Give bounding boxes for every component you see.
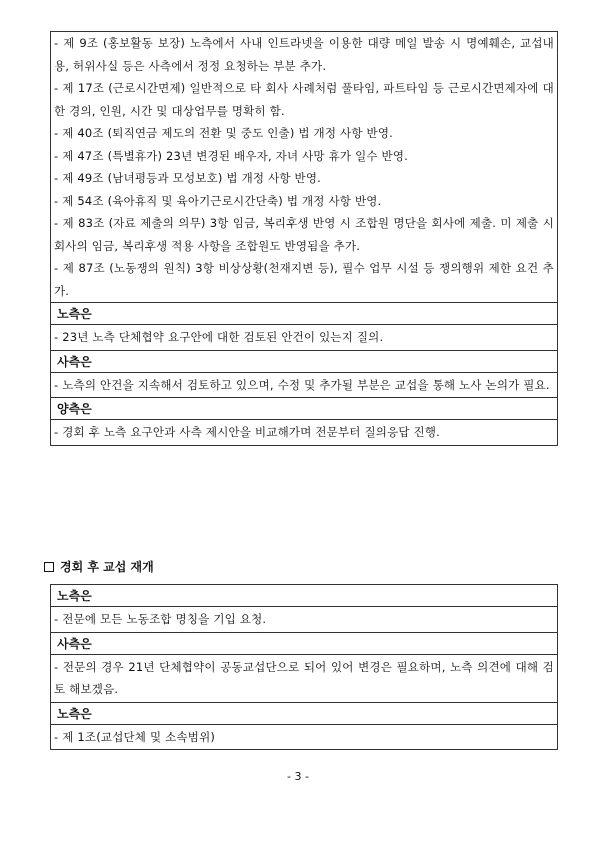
party-statement-labor: - 23년 노측 단체협약 요구안에 대한 검토된 안건이 있는지 질의. — [51, 324, 557, 350]
party-statement-both: - 경회 후 노측 요구안과 사측 제시안을 비교해가며 전문부터 질의응답 진행. — [51, 419, 557, 445]
amendment-items — [51, 32, 557, 302]
amendment-item: - 제 9조 (홍보활동 보장) 노측에서 사내 인트라넷을 이용한 대량 메일 발송 시 명예훼손, 교섭내용, 허위사실 등은 사측에서 정정 요청하는 부분 추가. — [54, 36, 554, 73]
amendment-item: - 제 54조 (육아휴직 및 육아기근로시간단축) 법 개정 사항 반영. — [54, 193, 382, 208]
discussion-table-2 — [50, 584, 558, 750]
amendment-item: - 제 83조 (자료 제출의 의무) 3항 임금, 복리후생 반영 시 조합원 명단을 회사에 제출. 미 제출 시 회사의 임금, 복리후생 적용 사항을 조합원도 반영됨을 추가. — [54, 216, 554, 253]
amendment-item: - 제 17조 (근로시간면제) 일반적으로 타 회사 사례처럼 풀타임, 파트타임 등 근로시간면제자에 대한 경의, 인원, 시간 및 대상업무를 명확히 함. — [54, 81, 554, 118]
party-statement-labor: - 제 1조(교섭단체 및 소속범위) — [51, 724, 557, 750]
amendment-item: - 제 49조 (남녀평등과 모성보호) 법 개정 사항 반영. — [54, 171, 322, 185]
discussion-table-1 — [50, 31, 558, 446]
party-header-both: 양측은 — [51, 397, 557, 419]
party-header-labor: 노측은 — [51, 302, 557, 324]
checkbox-icon — [44, 562, 54, 572]
section-title — [44, 558, 154, 576]
party-statement-management: - 전문의 경우 21년 단체협약이 공동교섭단으로 되어 있어 변경은 필요하며, 노측 의견에 대해 검토 해보겠음. — [51, 654, 557, 702]
party-header-labor: 노측은 — [51, 702, 557, 724]
party-statement-labor: - 전문에 모든 노동조합 명칭을 기입 요청. — [51, 606, 557, 632]
party-header-labor: 노측은 — [57, 589, 92, 603]
party-header-management: 사측은 — [51, 350, 557, 372]
page-number: - 3 - — [287, 770, 309, 783]
party-statement-management: - 노측의 안건을 지속해서 검토하고 있으며, 수정 및 추가될 부분은 교섭을 통해 노사 논의가 필요. — [51, 372, 557, 398]
section-title-text: 경회 후 교섭 재개 — [60, 560, 154, 574]
amendment-item: - 제 40조 (퇴직연금 제도의 전환 및 중도 인출) 법 개정 사항 반영. — [54, 126, 393, 140]
amendment-item: - 제 87조 (노동쟁의 원칙) 3항 비상상황(천재지변 등), 필수 업무 시설 등 쟁의행위 제한 요건 추가. — [54, 261, 554, 298]
amendment-item: - 제 47조 (특별휴가) 23년 변경된 배우자, 자녀 사망 휴가 일수 반영. — [54, 148, 409, 163]
party-header-management: 사측은 — [51, 632, 557, 654]
